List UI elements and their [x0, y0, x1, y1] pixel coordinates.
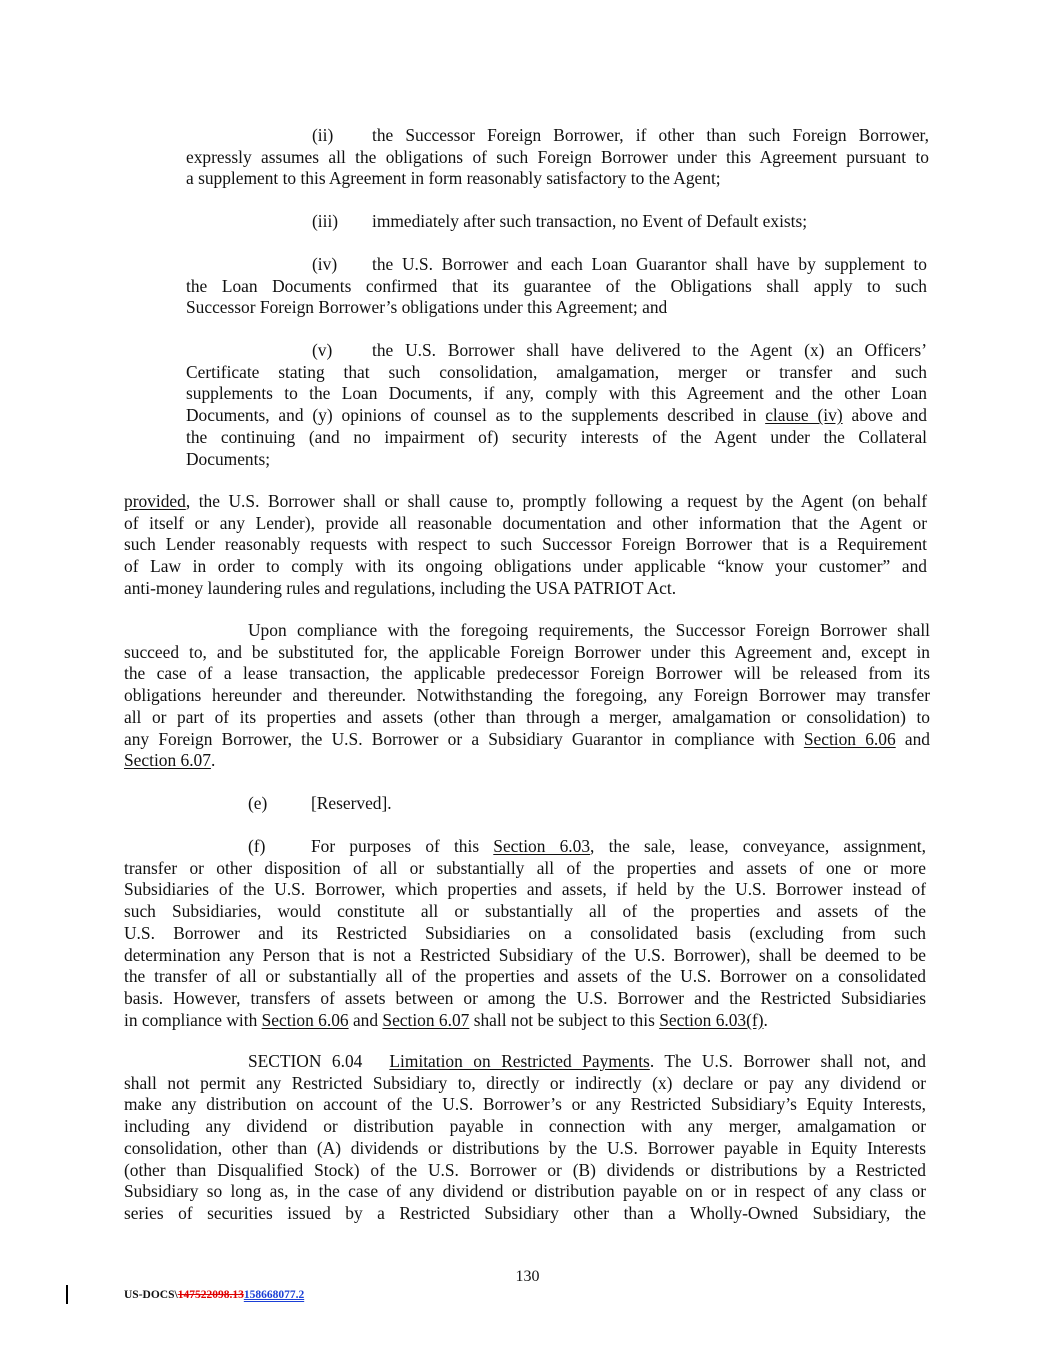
- clause-text: transfer or other disposition of all or substantially all of the properties and assets of one or more: [124, 857, 926, 878]
- clause-f: [124, 836, 926, 1031]
- section-6-07-link[interactable]: Section 6.07: [124, 750, 211, 771]
- clause-text: the continuing (and no impairment of) security interests of the Agent under the Collateral: [186, 426, 927, 447]
- section-text: including any dividend or distribution payable in connection with any merger, amalgamation or: [124, 1116, 926, 1137]
- page-number: 130: [515, 1268, 540, 1285]
- clause-text: the transfer of all or substantially all of the properties and assets of the U.S. Borrower on a consolidated: [124, 966, 926, 987]
- clause-text: Documents, and (y) opinions of counsel as to the supplements described in: [186, 405, 766, 426]
- provided-paragraph: [124, 491, 927, 600]
- paragraph-text: of Law in order to comply with its ongoing obligations under applicable “know your customer” and: [124, 556, 927, 577]
- clause-text: U.S. Borrower and its Restricted Subsidiaries on a consolidated basis (excluding from such: [124, 922, 926, 943]
- section-6-03-link[interactable]: Section 6.03: [493, 836, 591, 856]
- clause-text: [Reserved].: [311, 793, 392, 813]
- docid-inserted: 158668077.2: [243, 1289, 305, 1301]
- clause-number: (iii): [312, 211, 339, 231]
- clause-text: expressly assumes all the obligations of such Foreign Borrower under this Agreement pursuant to: [186, 146, 929, 167]
- clause-text: supplements to the Loan Documents, if any, comply with this Agreement and the other Loan: [186, 383, 927, 404]
- clause-text: shall not be subject to this: [469, 1009, 660, 1030]
- section-6-04: [124, 1051, 926, 1225]
- paragraph-text: obligations hereunder and thereunder. Notwithstanding the foregoing, any Foreign Borrower may transfer: [124, 685, 930, 706]
- clause-text: above and: [842, 405, 927, 426]
- paragraph-text: the case of a lease transaction, the applicable predecessor Foreign Borrower will be released from its: [124, 663, 930, 684]
- paragraph-text: , the U.S. Borrower shall or shall cause to, promptly following a request by the Agent (on behalf: [185, 491, 927, 511]
- clause-iv-reference-link[interactable]: clause (iv): [765, 405, 843, 426]
- clause-text: immediately after such transaction, no Event of Default exists;: [372, 211, 808, 231]
- clause-e: [124, 793, 927, 815]
- clause-text: the Successor Foreign Borrower, if other than such Foreign Borrower,: [372, 125, 929, 145]
- docid-deleted: 147522098.13: [177, 1289, 244, 1301]
- document-id: [124, 1289, 304, 1301]
- change-bar: [66, 1285, 68, 1304]
- clause-iii: [186, 211, 929, 233]
- clause-text: .: [763, 1009, 768, 1030]
- clause-text: a supplement to this Agreement in form reasonably satisfactory to the Agent;: [186, 168, 721, 189]
- section-6-03f-link[interactable]: Section 6.03(f): [659, 1009, 764, 1030]
- clause-number: (ii): [312, 125, 334, 145]
- clause-v: [186, 340, 927, 470]
- paragraph-text: of itself or any Lender), provide all reasonable documentation and other information that the Agent or: [124, 512, 927, 533]
- section-text: Subsidiary so long as, in the case of any dividend or distribution payable on or in respect of any class or: [124, 1181, 926, 1202]
- paragraph-text: Upon compliance with the foregoing requirements, the Successor Foreign Borrower shall: [248, 620, 930, 640]
- clause-text: basis. However, transfers of assets between or among the U.S. Borrower and the Restricted Subsidiaries: [124, 987, 926, 1008]
- clause-text: and: [348, 1009, 383, 1030]
- clause-text: , the sale, lease, conveyance, assignment,: [590, 836, 926, 856]
- section-label: SECTION 6.04: [248, 1051, 363, 1071]
- clause-text: in compliance with: [124, 1009, 262, 1030]
- paragraph-text: any Foreign Borrower, the U.S. Borrower or a Subsidiary Guarantor in compliance with: [124, 728, 804, 749]
- clause-ii: [186, 125, 929, 190]
- clause-text: Successor Foreign Borrower’s obligations under this Agreement; and: [186, 297, 668, 318]
- clause-text: Certificate stating that such consolidation, amalgamation, merger or transfer and such: [186, 361, 927, 382]
- clause-text: Subsidiaries of the U.S. Borrower, which properties and assets, if held by the U.S. Borrower instead of: [124, 879, 926, 900]
- section-text: (other than Disqualified Stock) of the U.S. Borrower or (B) dividends or distributions by a Restricted: [124, 1159, 926, 1180]
- clause-number: (f): [248, 836, 266, 856]
- clause-number: (e): [248, 793, 268, 813]
- clause-number: (v): [312, 340, 333, 360]
- section-text: shall not permit any Restricted Subsidiary to, directly or indirectly (x) declare or pay any dividend or: [124, 1072, 926, 1093]
- section-6-06-link[interactable]: Section 6.06: [803, 728, 896, 749]
- paragraph-text: anti-money laundering rules and regulations, including the USA PATRIOT Act.: [124, 577, 677, 598]
- upon-compliance-paragraph: [124, 620, 930, 772]
- clause-text: the Loan Documents confirmed that its guarantee of the Obligations shall apply to such: [186, 275, 927, 296]
- clause-text: the U.S. Borrower and each Loan Guarantor shall have by supplement to: [372, 254, 927, 274]
- clause-iv: [186, 254, 927, 319]
- paragraph-text: succeed to, and be substituted for, the applicable Foreign Borrower under this Agreement and, except in: [124, 641, 930, 662]
- clause-text: Documents;: [186, 448, 271, 469]
- section-text: series of securities issued by a Restricted Subsidiary other than a Wholly-Owned Subsidiary, the: [124, 1202, 926, 1223]
- docid-prefix: US-DOCS\: [124, 1289, 178, 1301]
- clause-text: determination any Person that is not a Restricted Subsidiary of the U.S. Borrower), shall be deemed to be: [124, 944, 926, 965]
- paragraph-text: and: [895, 728, 930, 749]
- section-6-06-link[interactable]: Section 6.06: [261, 1009, 349, 1030]
- clause-number: (iv): [312, 254, 338, 274]
- provided-term: provided: [124, 491, 186, 511]
- clause-text: such Subsidiaries, would constitute all or substantially all of the properties and assets of the: [124, 901, 926, 922]
- section-heading: Limitation on Restricted Payments: [389, 1051, 650, 1071]
- section-text: consolidation, other than (A) dividends or distributions by the U.S. Borrower payable in Equity Interests: [124, 1137, 926, 1158]
- paragraph-text: such Lender reasonably requests with respect to such Successor Foreign Borrower that is a Requirement: [124, 534, 927, 555]
- section-6-07-link[interactable]: Section 6.07: [382, 1009, 470, 1030]
- paragraph-text: .: [210, 750, 216, 771]
- paragraph-text: all or part of its properties and assets (other than through a merger, amalgamation or consolidation) to: [124, 706, 930, 727]
- clause-text: the U.S. Borrower shall have delivered to the Agent (x) an Officers’: [372, 340, 927, 360]
- section-text: . The U.S. Borrower shall not, and: [649, 1051, 927, 1071]
- section-text: make any distribution on account of the U.S. Borrower’s or any Restricted Subsidiary’s Equity Interests,: [124, 1094, 926, 1115]
- clause-text: For purposes of this: [311, 836, 494, 856]
